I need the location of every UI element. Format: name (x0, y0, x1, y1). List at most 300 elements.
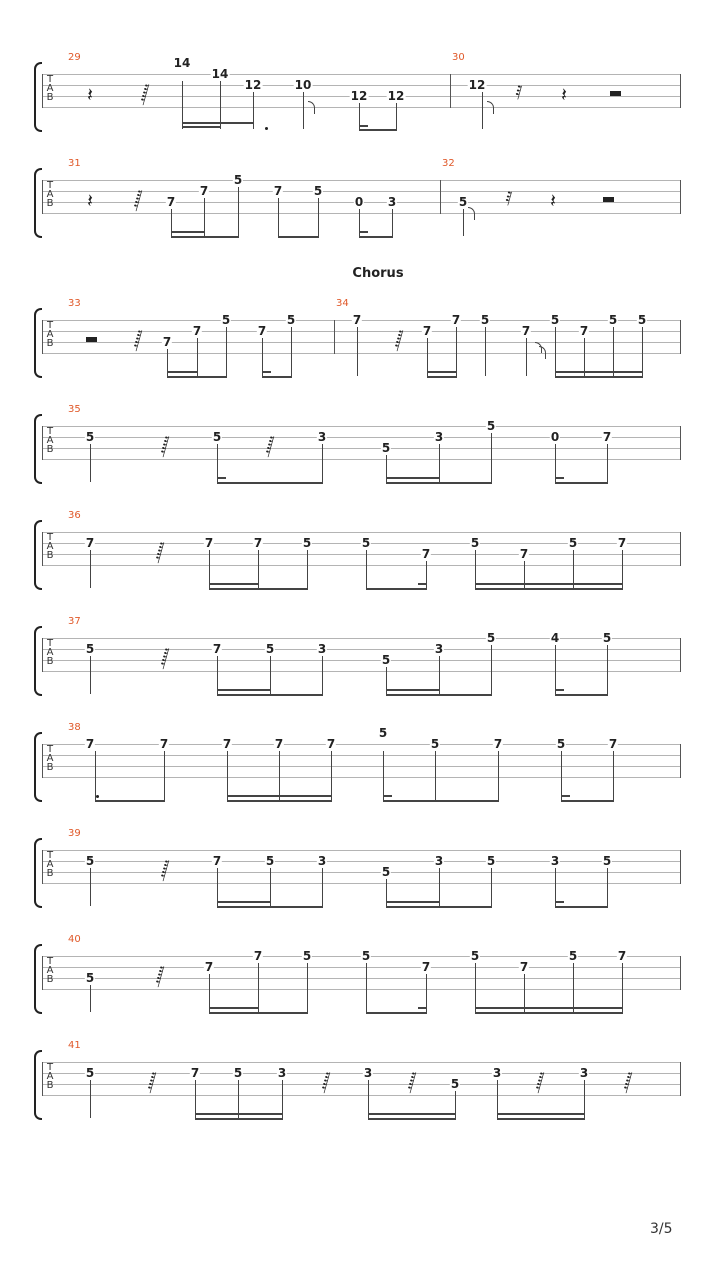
note-beam (359, 129, 397, 131)
note-beam (386, 694, 492, 696)
barline (680, 956, 681, 990)
fret-number: 12 (350, 89, 368, 103)
note-stem (278, 198, 279, 236)
fret-number: 7 (421, 960, 431, 974)
fret-number: 5 (313, 184, 323, 198)
eighth-flag (468, 207, 475, 220)
tab-clef-letter: B (46, 974, 54, 985)
fret-number: 7 (579, 324, 589, 338)
fret-number: 7 (493, 737, 503, 751)
note-stem (279, 751, 280, 800)
note-stem (90, 444, 91, 482)
system-bracket (34, 732, 42, 802)
fret-number: 0 (354, 195, 364, 209)
fret-number: 7 (85, 536, 95, 550)
tab-clef-letter: T (46, 320, 54, 331)
sixteenth-rest: 𝅂 (133, 330, 143, 352)
fret-number: 7 (519, 960, 529, 974)
fret-number: 5 (480, 313, 490, 327)
beam-stub (418, 583, 427, 585)
note-beam (167, 376, 227, 378)
measure-number: 37 (68, 616, 81, 627)
note-stem (322, 656, 323, 694)
measure-number: 32 (442, 158, 455, 169)
page-number: 3/5 (650, 1221, 673, 1237)
note-beam (475, 1007, 623, 1009)
measure-number: 39 (68, 828, 81, 839)
fret-number: 5 (568, 949, 578, 963)
barline (42, 1062, 43, 1096)
staff-line (42, 766, 680, 767)
note-stem (526, 338, 527, 376)
note-beam (427, 371, 457, 373)
tab-clef-letter: A (46, 859, 54, 870)
measure-number: 30 (452, 52, 465, 63)
fret-number: 5 (286, 313, 296, 327)
note-stem (607, 444, 608, 482)
note-stem (491, 433, 492, 482)
system-bracket (34, 62, 42, 132)
note-beam (359, 236, 393, 238)
note-beam (366, 1012, 427, 1014)
barline (440, 180, 441, 214)
system-bracket (34, 414, 42, 484)
barline (680, 638, 681, 672)
fret-number: 5 (361, 949, 371, 963)
note-stem (90, 868, 91, 906)
fret-number: 7 (608, 737, 618, 751)
staff-line (42, 426, 680, 427)
note-beam (386, 689, 440, 691)
note-stem (392, 209, 393, 236)
staff-line (42, 989, 680, 990)
fret-number: 7 (617, 536, 627, 550)
fret-number: 7 (451, 313, 461, 327)
note-beam (182, 126, 221, 128)
note-beam (561, 800, 614, 802)
quarter-rest: 𝄽 (561, 84, 567, 106)
tab-clef-letter: B (46, 762, 54, 773)
note-stem (238, 187, 239, 236)
fret-number: 5 (470, 536, 480, 550)
fret-number: 5 (233, 1066, 243, 1080)
fret-number: 5 (302, 949, 312, 963)
sixteenth-rest: 𝅂 (140, 84, 150, 106)
fret-number: 4 (550, 631, 560, 645)
augmentation-dot (96, 795, 99, 798)
fret-number: 3 (317, 642, 327, 656)
half-rest (603, 197, 614, 202)
note-stem (573, 963, 574, 1012)
sixteenth-rest: 𝅂 (147, 1072, 157, 1094)
note-beam (555, 376, 643, 378)
note-stem (90, 1080, 91, 1118)
note-stem (164, 751, 165, 800)
note-beam (497, 1118, 585, 1120)
beam-stub (262, 371, 271, 373)
note-beam (167, 371, 198, 373)
note-stem (482, 92, 483, 129)
fret-number: 7 (422, 324, 432, 338)
tab-clef-letter: T (46, 638, 54, 649)
measure-number: 31 (68, 158, 81, 169)
note-stem (291, 327, 292, 376)
fret-number: 7 (617, 949, 627, 963)
fret-number: 7 (519, 547, 529, 561)
fret-number: 7 (166, 195, 176, 209)
fret-number: 3 (277, 1066, 287, 1080)
note-stem (475, 963, 476, 1012)
note-stem (307, 550, 308, 588)
fret-number: 3 (579, 1066, 589, 1080)
fret-number: 7 (212, 854, 222, 868)
sixteenth-rest: 𝅂 (155, 966, 165, 988)
fret-number: 3 (317, 854, 327, 868)
fret-number: 12 (244, 78, 262, 92)
staff-line (42, 978, 680, 979)
fret-number: 5 (265, 642, 275, 656)
note-beam (227, 795, 332, 797)
fret-number: 7 (204, 536, 214, 550)
fret-number: 7 (273, 184, 283, 198)
barline (680, 426, 681, 460)
note-beam (386, 477, 440, 479)
barline (42, 532, 43, 566)
note-stem (307, 963, 308, 1012)
fret-number: 5 (486, 419, 496, 433)
fret-number: 5 (361, 536, 371, 550)
half-rest (86, 337, 97, 342)
fret-number: 12 (387, 89, 405, 103)
tab-clef-letter: A (46, 541, 54, 552)
barline (42, 744, 43, 778)
fret-number: 3 (434, 642, 444, 656)
note-stem (258, 963, 259, 1012)
fret-number: 3 (363, 1066, 373, 1080)
fret-number: 7 (199, 184, 209, 198)
note-beam (171, 231, 205, 233)
note-beam (383, 800, 499, 802)
tab-clef-letter: B (46, 868, 54, 879)
staff-line (42, 638, 680, 639)
note-beam (368, 1113, 456, 1115)
sixteenth-rest: 𝅂 (535, 1072, 545, 1094)
note-stem (95, 751, 96, 800)
sixteenth-rest: 𝅂 (155, 542, 165, 564)
sixteenth-rest: 𝅂 (160, 436, 170, 458)
note-stem (555, 327, 556, 376)
staff-line (42, 883, 680, 884)
fret-number: 3 (317, 430, 327, 444)
tab-clef-letter: T (46, 744, 54, 755)
staff-line (42, 872, 680, 873)
beam-stub (555, 689, 564, 691)
note-stem (607, 645, 608, 694)
fret-number: 5 (85, 642, 95, 656)
note-stem (357, 327, 358, 376)
staff-line (42, 967, 680, 968)
staff-line (42, 74, 680, 75)
beam-stub (383, 795, 392, 797)
fret-number: 7 (85, 737, 95, 751)
note-stem (456, 327, 457, 376)
note-beam (195, 1113, 283, 1115)
note-stem (607, 868, 608, 906)
note-stem (318, 198, 319, 236)
note-beam (427, 376, 457, 378)
fret-number: 5 (381, 653, 391, 667)
note-beam (217, 906, 323, 908)
note-beam (217, 689, 271, 691)
beam-stub (561, 795, 570, 797)
note-stem (491, 868, 492, 906)
fret-number: 3 (550, 854, 560, 868)
tab-clef-letter: A (46, 647, 54, 658)
note-beam (278, 236, 319, 238)
barline (42, 426, 43, 460)
tab-clef-letter: A (46, 189, 54, 200)
note-beam (497, 1113, 585, 1115)
fret-number: 7 (326, 737, 336, 751)
staff-line (42, 1062, 680, 1063)
fret-number: 7 (257, 324, 267, 338)
system-bracket (34, 626, 42, 696)
fret-number: 5 (568, 536, 578, 550)
fret-number: 5 (602, 854, 612, 868)
fret-number: 7 (421, 547, 431, 561)
barline (42, 850, 43, 884)
staff-line (42, 180, 680, 181)
staff-line (42, 448, 680, 449)
note-stem (366, 963, 367, 1012)
measure-number: 40 (68, 934, 81, 945)
fret-number: 5 (608, 313, 618, 327)
fret-number: 5 (458, 195, 468, 209)
staff-line (42, 671, 680, 672)
fret-number: 7 (190, 1066, 200, 1080)
note-beam (209, 583, 259, 585)
barline (680, 850, 681, 884)
half-rest (610, 91, 621, 96)
note-stem (322, 444, 323, 482)
note-stem (491, 645, 492, 694)
barline (450, 74, 451, 108)
sixteenth-rest: 𝅂 (623, 1072, 633, 1094)
staff-line (42, 777, 680, 778)
fret-number: 7 (212, 642, 222, 656)
note-beam (195, 1118, 283, 1120)
sixteenth-rest: 𝅂 (394, 330, 404, 352)
tab-clef-letter: B (46, 656, 54, 667)
staff-line (42, 660, 680, 661)
staff-line (42, 649, 680, 650)
staff-line (42, 85, 680, 86)
tab-clef-letter: T (46, 74, 54, 85)
tab-clef-letter: A (46, 753, 54, 764)
fret-number: 5 (212, 430, 222, 444)
measure-number: 34 (336, 298, 349, 309)
fret-number: 7 (602, 430, 612, 444)
note-beam (555, 694, 608, 696)
measure-number: 36 (68, 510, 81, 521)
fret-number: 7 (204, 960, 214, 974)
sixteenth-flag-second (535, 342, 542, 353)
staff-line (42, 861, 680, 862)
system-bracket (34, 838, 42, 908)
sixteenth-rest: 𝅂 (133, 190, 143, 212)
barline (42, 74, 43, 108)
tab-clef-letter: B (46, 550, 54, 561)
fret-number: 5 (302, 536, 312, 550)
note-beam (555, 482, 608, 484)
tab-clef-letter: B (46, 1080, 54, 1091)
note-stem (366, 550, 367, 588)
fret-number: 5 (378, 726, 388, 740)
fret-number: 5 (85, 1066, 95, 1080)
note-stem (331, 751, 332, 800)
tab-clef-letter: T (46, 532, 54, 543)
measure-number: 38 (68, 722, 81, 733)
fret-number: 5 (486, 631, 496, 645)
fret-number: 5 (381, 441, 391, 455)
note-stem (561, 751, 562, 800)
measure-number: 29 (68, 52, 81, 63)
tab-clef-letter: B (46, 92, 54, 103)
barline (680, 180, 681, 214)
fret-number: 5 (602, 631, 612, 645)
tab-clef-letter: B (46, 198, 54, 209)
fret-number: 14 (211, 67, 229, 81)
sixteenth-rest: 𝅂 (321, 1072, 331, 1094)
sixteenth-rest: 𝅂 (265, 436, 275, 458)
fret-number: 7 (253, 949, 263, 963)
fret-number: 5 (637, 313, 647, 327)
staff-line (42, 213, 680, 214)
measure-number: 41 (68, 1040, 81, 1051)
note-stem (435, 751, 436, 800)
barline (680, 1062, 681, 1096)
staff-line (42, 459, 680, 460)
fret-number: 7 (159, 737, 169, 751)
note-stem (555, 645, 556, 694)
fret-number: 3 (434, 854, 444, 868)
barline (680, 744, 681, 778)
barline (680, 320, 681, 354)
note-stem (642, 327, 643, 376)
beam-stub (418, 1007, 427, 1009)
note-beam (95, 800, 165, 802)
staff-line (42, 565, 680, 566)
augmentation-dot (265, 127, 268, 130)
note-stem (90, 656, 91, 694)
note-beam (262, 376, 292, 378)
tab-clef-letter: T (46, 1062, 54, 1073)
quarter-rest: 𝄽 (87, 84, 93, 106)
system-bracket (34, 308, 42, 378)
section-label: Chorus (352, 266, 404, 281)
note-beam (217, 901, 271, 903)
note-beam (209, 588, 308, 590)
fret-number: 5 (85, 430, 95, 444)
note-beam (386, 901, 440, 903)
note-beam (227, 800, 332, 802)
fret-number: 7 (192, 324, 202, 338)
note-beam (475, 583, 623, 585)
note-beam (368, 1118, 456, 1120)
tab-clef-letter: B (46, 338, 54, 349)
barline (680, 74, 681, 108)
quarter-rest: 𝄽 (87, 190, 93, 212)
note-beam (217, 482, 323, 484)
barline (680, 532, 681, 566)
note-stem (498, 751, 499, 800)
staff-line (42, 755, 680, 756)
staff-line (42, 107, 680, 108)
fret-number: 3 (387, 195, 397, 209)
tab-clef-letter: T (46, 850, 54, 861)
quarter-rest: 𝄽 (550, 190, 556, 212)
fret-number: 10 (294, 78, 312, 92)
note-beam (386, 482, 492, 484)
barline (334, 320, 335, 354)
beam-stub (555, 901, 564, 903)
tab-clef-letter: A (46, 329, 54, 340)
system-bracket (34, 1050, 42, 1120)
note-beam (209, 1012, 308, 1014)
system-bracket (34, 520, 42, 590)
barline (42, 638, 43, 672)
eighth-flag (308, 101, 315, 114)
note-stem (463, 209, 464, 236)
beam-stub (217, 477, 226, 479)
tab-clef-letter: T (46, 426, 54, 437)
tab-clef-letter: T (46, 180, 54, 191)
note-beam (475, 1012, 623, 1014)
note-stem (485, 327, 486, 376)
fret-number: 5 (430, 737, 440, 751)
fret-number: 5 (233, 173, 243, 187)
sixteenth-rest: 𝅂 (160, 648, 170, 670)
system-bracket (34, 168, 42, 238)
eighth-flag (487, 101, 494, 114)
fret-number: 12 (468, 78, 486, 92)
barline (42, 956, 43, 990)
eighth-rest: 𝅀 (515, 82, 523, 104)
sixteenth-rest: 𝅂 (160, 860, 170, 882)
note-beam (171, 236, 239, 238)
fret-number: 7 (253, 536, 263, 550)
staff-line (42, 850, 680, 851)
fret-number: 7 (274, 737, 284, 751)
fret-number: 3 (492, 1066, 502, 1080)
eighth-rest: 𝅀 (505, 188, 513, 210)
fret-number: 5 (470, 949, 480, 963)
tab-clef-letter: B (46, 444, 54, 455)
fret-number: 7 (162, 335, 172, 349)
note-beam (475, 588, 623, 590)
fret-number: 0 (550, 430, 560, 444)
barline (42, 180, 43, 214)
note-beam (182, 122, 254, 124)
note-stem (226, 327, 227, 376)
fret-number: 5 (85, 854, 95, 868)
beam-stub (359, 231, 368, 233)
note-beam (386, 906, 492, 908)
fret-number: 7 (521, 324, 531, 338)
tab-clef-letter: A (46, 1071, 54, 1082)
fret-number: 14 (173, 56, 191, 70)
fret-number: 5 (550, 313, 560, 327)
